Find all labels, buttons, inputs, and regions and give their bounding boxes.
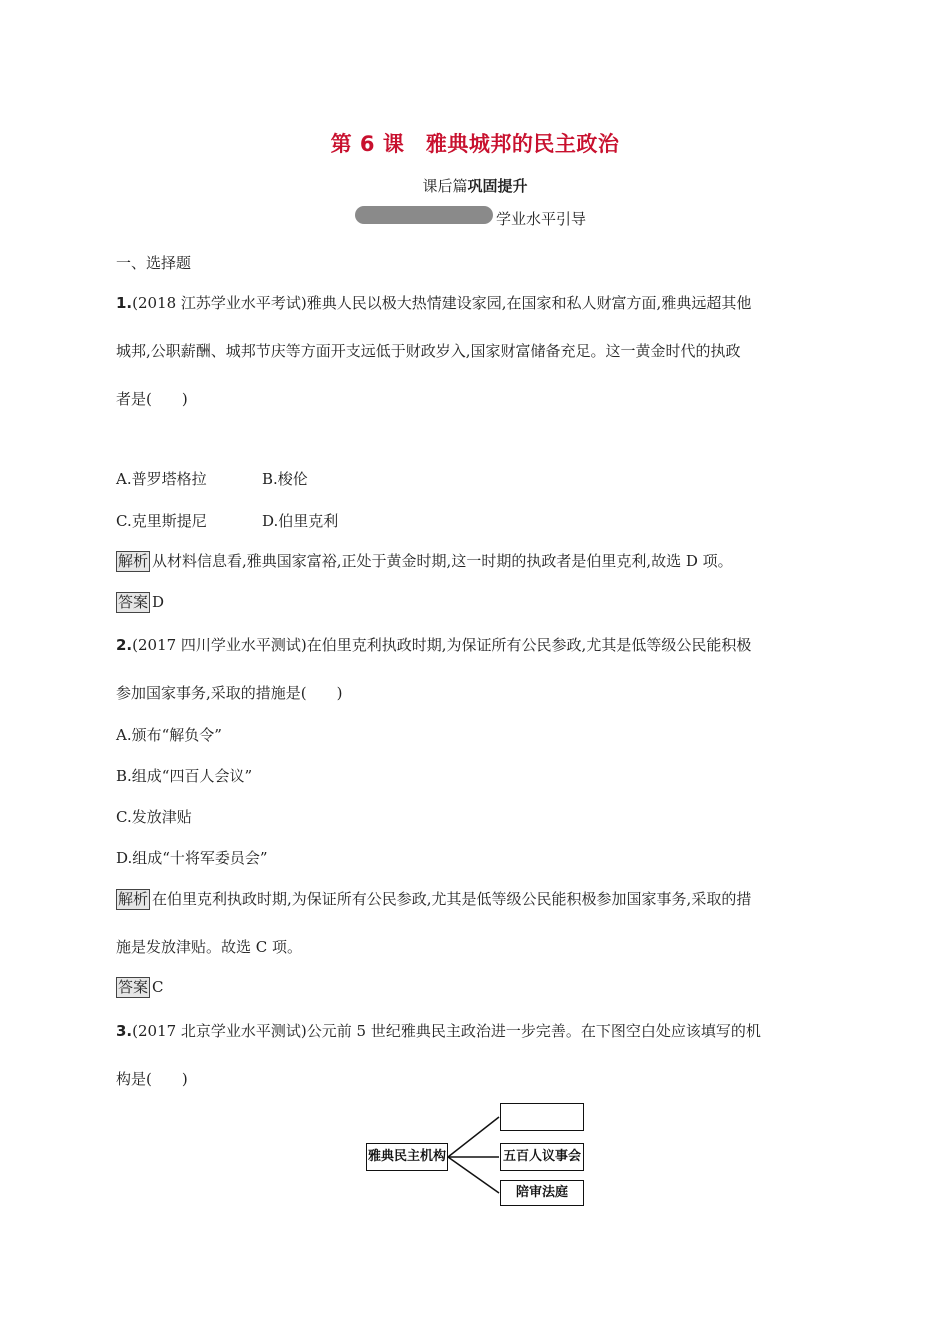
question-1-option-b: B.梭伦 [262,470,308,488]
question-1-option-a: A.普罗塔格拉 [116,470,207,488]
question-3-stem-1: (2017 北京学业水平测试)公元前 5 世纪雅典民主政治进一步完善。在下图空白处应该填写的机 [132,1022,761,1040]
question-2-number: 2. [116,636,133,654]
section-bar [355,206,493,224]
lesson-subtitle [0,175,950,196]
question-1-option-d: D.伯里克利 [262,512,339,530]
question-1-analysis [116,550,733,572]
question-1-stem-3: 者是( ) [116,390,188,408]
question-2-stem-1: (2017 四川学业水平测试)在伯里克利执政时期,为保证所有公民参政,尤其是低等级公民能积极 [132,636,752,654]
question-2-line-1 [116,634,751,655]
section-heading: 一、选择题 [116,254,192,272]
analysis-tag: 解析 [118,552,149,570]
question-1-stem-1: (2018 江苏学业水平考试)雅典人民以极大热情建设家园,在国家和私人财富方面,雅典远超其他 [132,294,752,312]
question-3-stem-2: 构是( ) [116,1070,188,1088]
subtitle-plain: 课后篇 [422,177,468,195]
answer-tag: 答案 [118,978,149,996]
subtitle-bold: 巩固提升 [467,177,528,195]
question-2-answer-value: C [152,978,164,996]
question-2-analysis [116,888,751,910]
question-2-option-c: C.发放津贴 [116,808,192,826]
section-bar-label: 学业水平引导 [496,210,587,228]
diagram-court-box: 陪审法庭 [500,1180,584,1206]
analysis-tag: 解析 [118,890,149,908]
question-2-option-a: A.颁布“解负令” [116,726,222,744]
question-2-analysis-text-2: 施是发放津贴。故选 C 项。 [116,938,303,956]
question-2-analysis-text-1: 在伯里克利执政时期,为保证所有公民参政,尤其是低等级公民能积极参加国家事务,采取的措 [152,890,752,908]
question-1-number: 1. [116,294,133,312]
question-1-option-c: C.克里斯提尼 [116,512,207,530]
question-1-answer [116,592,164,613]
question-2-answer [116,977,164,998]
diagram-root-box: 雅典民主机构 [366,1143,448,1171]
question-1-stem-2: 城邦,公职薪酬、城邦节庆等方面开支远低于财政岁入,国家财富储备充足。这一黄金时代的执政 [116,342,741,360]
question-2-option-b: B.组成“四百人会议” [116,767,253,785]
lesson-title: 第 6 课 雅典城邦的民主政治 [330,132,620,156]
answer-tag: 答案 [118,593,149,611]
question-1-answer-value: D [152,593,165,611]
question-2-stem-2: 参加国家事务,采取的措施是( ) [116,684,343,702]
question-1-line-1 [116,292,751,313]
question-1-analysis-text: 从材料信息看,雅典国家富裕,正处于黄金时期,这一时期的执政者是伯里克利,故选 D 项。 [152,552,733,570]
diagram-blank-box [500,1103,584,1131]
question-3-number: 3. [116,1022,133,1040]
question-2-option-d: D.组成“十将军委员会” [116,849,268,867]
diagram-council-box: 五百人议事会 [500,1143,584,1171]
question-3-line-1 [116,1020,761,1041]
